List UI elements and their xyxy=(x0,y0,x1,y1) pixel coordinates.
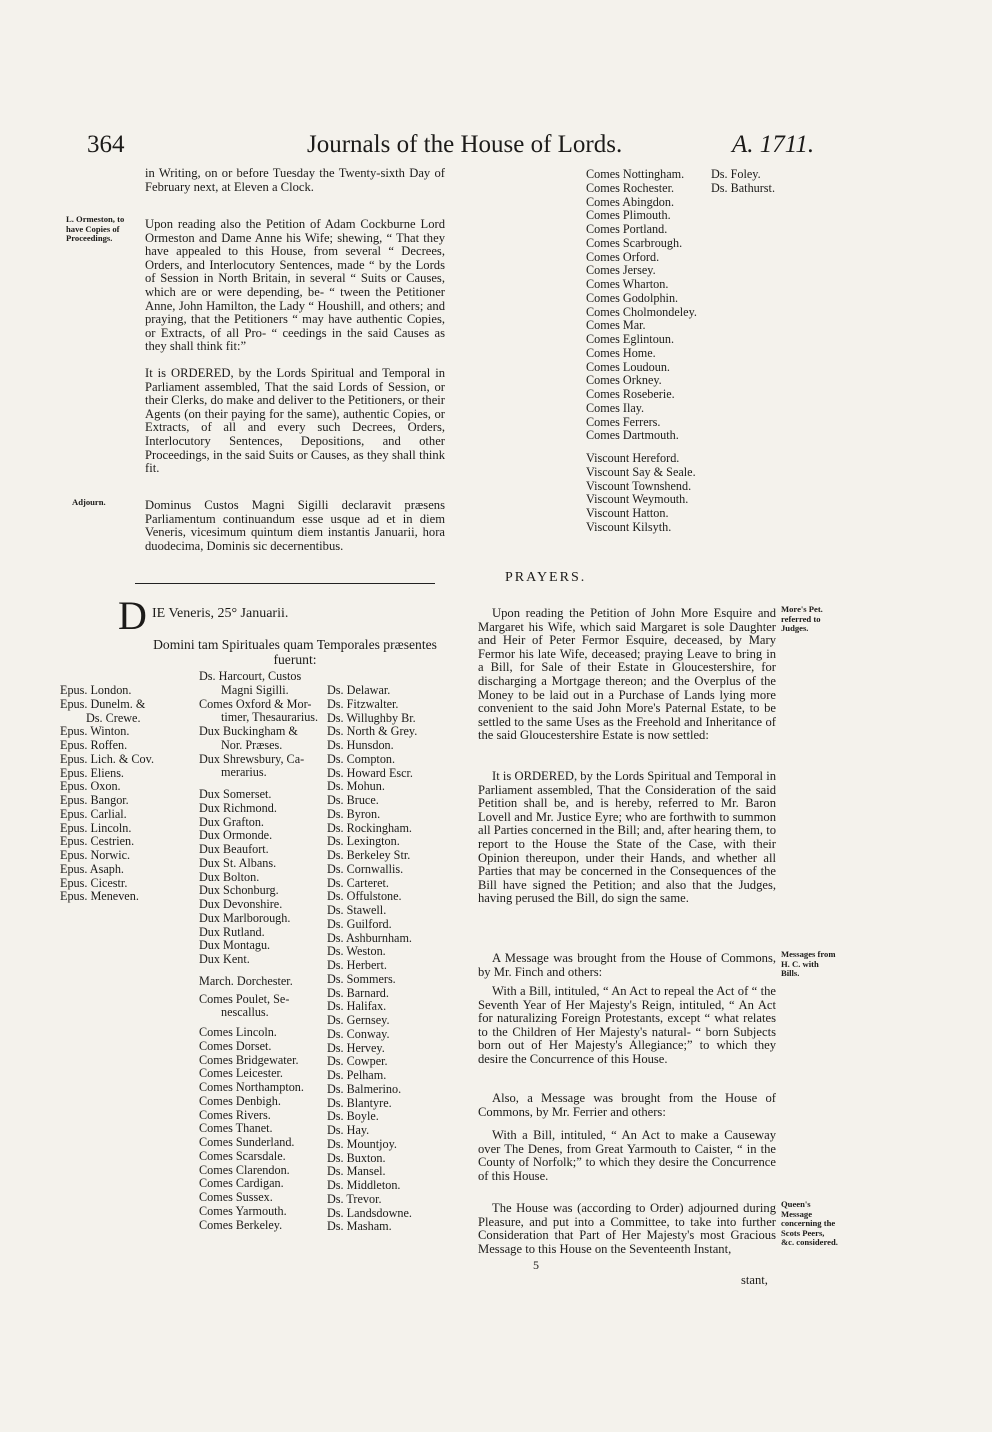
baron-name: Ds. Sommers. xyxy=(327,972,396,986)
baron-name: Ds. Landsdowne. xyxy=(327,1206,412,1220)
earl-name: Comes Roseberie. xyxy=(586,388,675,401)
bishop-name: Epus. Dunelm. & xyxy=(60,697,146,711)
right-paragraph-message-ferrier: Also, a Message was brought from the House of Commons, by Mr. Ferrier and others: xyxy=(478,1091,776,1119)
duke-name: Dux Bolton. xyxy=(199,870,260,884)
baron-name: Ds. Masham. xyxy=(327,1220,392,1234)
bishop-name: Epus. Cicestr. xyxy=(60,876,128,890)
earl-name: Comes Lincoln. xyxy=(199,1026,277,1039)
baron-name: Ds. Mountjoy. xyxy=(327,1137,397,1151)
duke-name: Dux Beaufort. xyxy=(199,843,269,856)
officer-name: Dux Buckingham & xyxy=(199,725,298,738)
margin-note-more: More's Pet. referred to Judges. xyxy=(781,604,823,634)
domini-heading: Domini tam Spirituales quam Temporales præsentes fuerunt: xyxy=(153,637,437,667)
baron-name: Ds. Guilford. xyxy=(327,917,392,931)
left-paragraph-ordered: It is ORDERED, by the Lords Spiritual and Temporal in Parliament assembled, That the said Lords of Session, or their Clerks, do make and deliver to the Petitioners, or their Agents (on their paying for the same), authentic Copies, or Extracts, of all and every such Decrees, Orders, Interlocutory Sentences, Depositions, and other Proceedings, in the said Suits or Causes, as they shall think fit. xyxy=(145,366,445,476)
baron-name: Ds. Cornwallis. xyxy=(327,862,404,876)
duke-name: Dux Richmond. xyxy=(199,801,277,815)
earl-name: Comes Cholmondeley. xyxy=(586,305,697,319)
bishop-name: Epus. Lincoln. xyxy=(60,821,132,835)
right-paragraph-message-finch: A Message was brought from the House of Commons, by Mr. Finch and others: xyxy=(478,951,776,979)
duke-name: Dux Marlborough. xyxy=(199,911,291,925)
bishop-name: Epus. Oxon. xyxy=(60,780,121,794)
bishop-name: Ds. Crewe. xyxy=(86,711,141,725)
section-divider xyxy=(135,583,435,584)
earl-name: Comes Godolphin. xyxy=(586,291,679,305)
left-paragraph-adjourn: Dominus Custos Magni Sigilli declaravit præsens Parliamentum continuandum esse usque ad et in diem Veneris, vicesimum quintum diem instantis Januarii, hora duodecima, Dominis sic decernentibus. xyxy=(145,498,445,553)
earl-name: Comes Rochester. xyxy=(586,181,675,195)
baron-name: Ds. Hunsdon. xyxy=(327,739,394,752)
catchword: stant, xyxy=(741,1273,768,1287)
margin-note-ormeston: L. Ormeston, to have Copies of Proceedings. xyxy=(66,214,125,244)
viscount-name: Viscount Hereford. xyxy=(586,452,680,465)
officer-name: Nor. Præses. xyxy=(221,738,283,752)
bishop-name: Epus. Asaph. xyxy=(60,862,124,876)
baron-name: Ds. Bruce. xyxy=(327,794,379,807)
bishop-name: Epus. London. xyxy=(60,684,132,697)
bishop-name: Epus. Roffen. xyxy=(60,739,128,752)
viscount-name: Viscount Hatton. xyxy=(586,507,669,520)
steward-name: Comes Poulet, Se- xyxy=(199,992,290,1006)
page-number: 364 xyxy=(87,131,125,158)
earl-name: Comes Portland. xyxy=(586,223,668,236)
bishop-name: Epus. Winton. xyxy=(60,725,130,739)
earl-name: Comes Thanet. xyxy=(199,1122,273,1136)
baron-name: Ds. Barnard. xyxy=(327,986,389,1000)
earl-name: Comes Abingdon. xyxy=(586,195,675,209)
baron-name: Ds. Balmerino. xyxy=(327,1082,402,1096)
baron-name: Ds. Ashburnham. xyxy=(327,931,412,945)
bishop-name: Epus. Meneven. xyxy=(60,890,139,904)
barons-list xyxy=(327,684,417,1234)
duke-name: Dux Devonshire. xyxy=(199,898,283,911)
baron-name: Ds. Herbert. xyxy=(327,959,387,972)
baron-name: Ds. Trevor. xyxy=(327,1192,382,1206)
earl-name: Comes Home. xyxy=(586,346,656,360)
baron-name: Ds. Rockingham. xyxy=(327,821,412,835)
earl-name: Comes Scarbrough. xyxy=(586,236,683,250)
earl-name: Comes Sussex. xyxy=(199,1191,273,1204)
steward-name: nescallus. xyxy=(221,1006,269,1020)
earl-name: Comes Cardigan. xyxy=(199,1177,284,1191)
baron-name: Ds. Boyle. xyxy=(327,1110,379,1124)
earl-name: Comes Scarsdale. xyxy=(199,1149,286,1163)
margin-note-adjourn: Adjourn. xyxy=(72,497,106,507)
left-paragraph-ormeston-petition: Upon reading also the Petition of Adam Cockburne Lord Ormeston and Dame Anne his Wife; shewing, “ That they have appealed to this House, from several “ Decrees, Orders, and Interlocutory Sentences, made “ by the Lords of Session in North Britain, in several “ Suits or Causes, which are or were depending, be- “ tween the Petitioner Anne, John Hamilton, the Lady “ Houshill, and others; and praying, that the Petitioners “ may have authentic Copies, or Extracts, of all Pro- “ ceedings in the said Causes as they shall think fit:” xyxy=(145,217,445,354)
officer-name: Comes Oxford & Mor- xyxy=(199,697,312,711)
bishop-name: Epus. Lich. & Cov. xyxy=(60,752,154,766)
baron-name: Ds. Buxton. xyxy=(327,1151,386,1165)
baron-name: Ds. Weston. xyxy=(327,945,386,959)
die-heading: IE Veneris, 25° Januarii. xyxy=(152,606,289,621)
earl-name: Comes Wharton. xyxy=(586,278,669,291)
duke-name: Dux Schonburg. xyxy=(199,884,279,898)
die-initial: D xyxy=(118,593,147,638)
earl-name: Comes Berkeley. xyxy=(199,1218,283,1232)
margin-note-queens-message: Queen's Message concerning the Scots Peers, &c. considered. xyxy=(781,1199,838,1248)
signature-mark: 5 xyxy=(533,1258,539,1272)
duke-name: Dux St. Albans. xyxy=(199,856,277,870)
earl-name: Comes Bridgewater. xyxy=(199,1053,299,1067)
duke-name: Dux Rutland. xyxy=(199,925,265,939)
baron-name: Ds. Blantyre. xyxy=(327,1096,392,1110)
marquis-name: March. Dorchester. xyxy=(199,974,293,988)
earl-name: Comes Plimouth. xyxy=(586,209,671,223)
bishop-name: Epus. Carlial. xyxy=(60,807,127,821)
bishop-name: Epus. Eliens. xyxy=(60,766,124,780)
earl-name: Comes Loudoun. xyxy=(586,360,670,374)
baron-name: Ds. Lexington. xyxy=(327,835,400,849)
viscount-name: Viscount Kilsyth. xyxy=(586,520,672,534)
earl-name: Comes Eglintoun. xyxy=(586,333,675,346)
officer-name: timer, Thesaurarius. xyxy=(221,711,319,725)
earl-name: Comes Mar. xyxy=(586,319,646,333)
baron-name: Ds. Foley. xyxy=(711,168,761,181)
earl-name: Comes Denbigh. xyxy=(199,1094,281,1108)
earl-name: Comes Sunderland. xyxy=(199,1136,295,1149)
baron-name: Ds. Hay. xyxy=(327,1124,370,1137)
earl-name: Comes Rivers. xyxy=(199,1108,271,1122)
baron-name: Ds. Byron. xyxy=(327,807,381,821)
duke-name: Dux Somerset. xyxy=(199,788,272,801)
bishop-name: Epus. Bangor. xyxy=(60,794,129,807)
earl-name: Comes Northampton. xyxy=(199,1081,304,1094)
earl-name: Comes Ilay. xyxy=(586,401,645,415)
viscount-name: Viscount Townshend. xyxy=(586,479,692,493)
earl-name: Comes Yarmouth. xyxy=(199,1204,287,1218)
earl-name: Comes Orford. xyxy=(586,250,660,264)
earl-name: Comes Dartmouth. xyxy=(586,429,679,443)
baron-name: Ds. Cowper. xyxy=(327,1055,388,1069)
viscount-name: Viscount Say & Seale. xyxy=(586,465,696,479)
baron-name: Ds. Bathurst. xyxy=(711,181,775,195)
baron-name: Ds. Halifax. xyxy=(327,1000,387,1014)
prayers-heading: PRAYERS. xyxy=(505,570,587,585)
earl-name: Comes Leicester. xyxy=(199,1067,283,1081)
right-paragraph-bill-naturalizing: With a Bill, intituled, “ An Act to repeal the Act of “ the Seventh Year of Her Majesty's Reign, intituled, “ An Act for naturalizing Foreign Protestants, except “ what relates to the Children of Her Majesty's natural- “ born Subjects born out of Her Majesty's Allegiance;” to which they desire the Concurrence of this House. xyxy=(478,984,776,1066)
baron-name: Ds. Hervey. xyxy=(327,1041,385,1055)
baron-name: Ds. Delawar. xyxy=(327,684,391,697)
margin-note-messages: Messages from H. C. with Bills. xyxy=(781,949,836,979)
baron-name: Ds. Willughby Br. xyxy=(327,711,416,725)
baron-name: Ds. Stawell. xyxy=(327,904,387,917)
baron-name: Ds. Howard Escr. xyxy=(327,766,413,780)
duke-name: Dux Ormonde. xyxy=(199,829,273,843)
earl-name: Comes Ferrers. xyxy=(586,415,661,429)
baron-name: Ds. Offulstone. xyxy=(327,890,402,904)
bishop-name: Epus. Cestrien. xyxy=(60,835,135,849)
duke-name: Dux Montagu. xyxy=(199,939,271,953)
officer-name: merarius. xyxy=(221,766,267,780)
baron-name: Ds. Pelham. xyxy=(327,1069,387,1082)
running-year: A. 1711. xyxy=(732,131,815,158)
baron-name: Ds. Carteret. xyxy=(327,876,389,890)
baron-name: Ds. Berkeley Str. xyxy=(327,849,411,862)
baron-name: Ds. Mansel. xyxy=(327,1165,386,1179)
officer-name: Magni Sigilli. xyxy=(221,683,289,697)
earl-name: Comes Dorset. xyxy=(199,1039,272,1053)
officers-and-dukes-list xyxy=(199,670,318,1232)
baron-name: Ds. Conway. xyxy=(327,1027,390,1041)
officer-name: Ds. Harcourt, Custos xyxy=(199,670,302,683)
earl-name: Comes Orkney. xyxy=(586,374,662,388)
baron-name: Ds. North & Grey. xyxy=(327,725,418,739)
baron-name: Ds. Fitzwalter. xyxy=(327,697,399,711)
right-paragraph-committee: The House was (according to Order) adjourned during Pleasure, and put into a Committee, to take into further Consideration that Part of Her Majesty's most Gracious Message to this House on the Seventeenth Instant, xyxy=(478,1201,776,1256)
duke-name: Dux Kent. xyxy=(199,953,250,966)
right-paragraph-bill-causeway: With a Bill, intituled, “ An Act to make a Causeway over The Denes, from Great Yarmouth to Caister, “ in the County of Norfolk;” to which they desire the Concurrence of this House. xyxy=(478,1128,776,1183)
earls-list-right xyxy=(586,168,697,535)
earl-name: Comes Clarendon. xyxy=(199,1163,290,1177)
baron-name: Ds. Mohun. xyxy=(327,780,385,794)
viscount-name: Viscount Weymouth. xyxy=(586,493,689,507)
right-paragraph-ordered: It is ORDERED, by the Lords Spiritual and Temporal in Parliament assembled, That the Consideration of the said Petition shall be, and is hereby, referred to Mr. Baron Lovell and Mr. Justice Eyre; who are forthwith to summon all Parties concerned in the Bill; and, after hearing them, to report to the House the State of the Case, with their Opinion thereupon, under their Hands, and whether all Parties that may be concerned in the Consequences of the Bill have signed the Petition; and also that the Judges, having perused the Bill, do sign the same. xyxy=(478,769,776,906)
baron-name: Ds. Middleton. xyxy=(327,1179,401,1192)
running-title: Journals of the House of Lords. xyxy=(307,131,623,158)
officer-name: Dux Shrewsbury, Ca- xyxy=(199,752,305,766)
earl-name: Comes Jersey. xyxy=(586,264,656,278)
bishops-list xyxy=(60,684,154,904)
left-paragraph-1: in Writing, on or before Tuesday the Twenty-sixth Day of February next, at Eleven a Clock. xyxy=(145,166,445,194)
baron-name: Ds. Compton. xyxy=(327,752,396,766)
earl-name: Comes Nottingham. xyxy=(586,168,685,181)
duke-name: Dux Grafton. xyxy=(199,815,264,829)
barons-list-right xyxy=(711,168,775,196)
baron-name: Ds. Gernsey. xyxy=(327,1014,390,1027)
right-paragraph-more-petition: Upon reading the Petition of John More Esquire and Margaret his Wife, which said Margaret is sole Daughter and Heir of Peter Fermor Esquire, deceased, by Mary Fermor his late Wife, deceased; praying Leave to bring in a Bill, for Sale of their Estate in Gloucestershire, for discharging a Mortgage thereon; and the Overplus of the Money to be laid out in a Purchase of Lands lying more convenient to the said John More's Paternal Estate, to be settled to the same Uses as the Freehold and Inheritance of the said Gloucestershire Estate is now settled: xyxy=(478,606,776,743)
bishop-name: Epus. Norwic. xyxy=(60,849,131,862)
